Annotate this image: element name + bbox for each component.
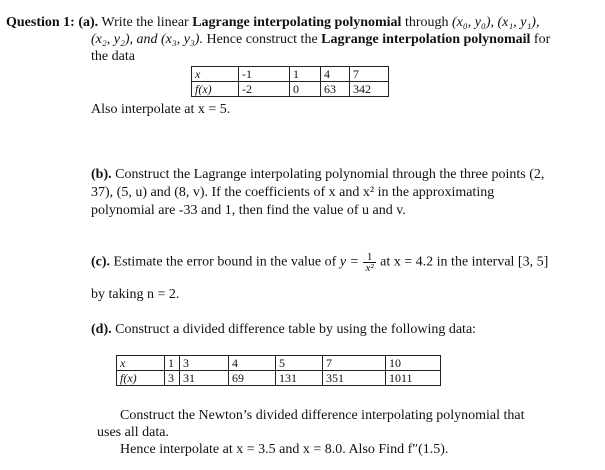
table-cell: f(x): [117, 371, 165, 386]
data-table-a: [191, 66, 389, 97]
table-cell: 63: [321, 82, 350, 97]
table-row: [192, 82, 389, 97]
table-cell: 7: [323, 356, 386, 371]
part-c-y-eq: y =: [339, 254, 359, 270]
part-d-line-1: [91, 321, 476, 338]
table-cell: 0: [290, 82, 321, 97]
part-b-line-3: polynomial are -33 and 1, then find the value of u and v.: [91, 203, 406, 218]
table-cell: x: [192, 67, 239, 82]
part-a-points-2: (x₂, y₂), and (x₃, y₃).: [91, 32, 203, 47]
part-c-line-1: [91, 252, 548, 273]
table-cell: 5: [276, 356, 323, 371]
table-cell: 10: [386, 356, 441, 371]
table-cell: f(x): [192, 82, 239, 97]
table-cell: 1: [165, 356, 180, 371]
part-d-final-3: Hence interpolate at x = 3.5 and x = 8.0. Also Find f″(1.5).: [120, 442, 449, 457]
part-b-text-1: Construct the Lagrange interpolating polynomial through the three points (2,: [115, 167, 545, 182]
part-c-tag: (c).: [91, 254, 111, 270]
table-cell: 69: [229, 371, 276, 386]
part-c-text-2: at x = 4.2 in the interval [3, 5]: [380, 254, 549, 270]
table-cell: 131: [276, 371, 323, 386]
part-a-tag: (a).: [78, 15, 99, 30]
part-a-bold-2: Lagrange interpolation polynomail: [321, 32, 531, 47]
part-d-final-2: uses all data.: [97, 425, 169, 440]
part-d-text-1: Construct a divided difference table by using the following data:: [115, 322, 477, 337]
table-cell: x: [117, 356, 165, 371]
question-1-line-1: [6, 14, 539, 31]
data-table-d: [116, 355, 441, 386]
part-a-text-2: Hence construct the: [206, 32, 318, 47]
table-cell: 4: [229, 356, 276, 371]
part-d-tag: (d).: [91, 322, 112, 337]
part-a-line-3: the data: [91, 49, 135, 64]
part-b-line-2: 37), (5, u) and (8, v). If the coefficients of x and x² in the approximating: [91, 185, 495, 200]
fraction-numerator: 1: [363, 252, 375, 263]
question-1-line-2: [91, 31, 550, 48]
part-a-also: Also interpolate at x = 5.: [91, 102, 231, 117]
table-row: [117, 371, 441, 386]
part-c-line-2: by taking n = 2.: [91, 287, 180, 302]
part-b-line-1: [91, 166, 544, 183]
part-a-through: through: [404, 15, 449, 30]
table-row: [192, 67, 389, 82]
table-cell: 3: [165, 371, 180, 386]
part-a-for: for: [533, 32, 551, 47]
table-cell: 4: [321, 67, 350, 82]
table-row: [117, 356, 441, 371]
table-cell: 342: [350, 82, 389, 97]
table-cell: 1011: [386, 371, 441, 386]
table-cell: 351: [323, 371, 386, 386]
table-cell: 7: [350, 67, 389, 82]
table-cell: 1: [290, 67, 321, 82]
table-cell: -2: [239, 82, 290, 97]
question-label: Question 1:: [6, 15, 75, 30]
part-c-text-1: Estimate the error bound in the value of: [113, 254, 337, 270]
part-d-final-1: Construct the Newton’s divided difference interpolating polynomial that: [120, 408, 525, 423]
part-a-text-1: Write the linear: [101, 15, 189, 30]
part-a-points-1: (x₀, y₀), (x₁, y₁),: [452, 15, 540, 30]
table-cell: -1: [239, 67, 290, 82]
part-a-bold-1: Lagrange interpolating polynomial: [192, 15, 402, 30]
fraction-denominator: x²: [365, 262, 374, 274]
fraction: [363, 252, 375, 273]
table-cell: 31: [180, 371, 229, 386]
part-b-tag: (b).: [91, 167, 112, 182]
table-cell: 3: [180, 356, 229, 371]
